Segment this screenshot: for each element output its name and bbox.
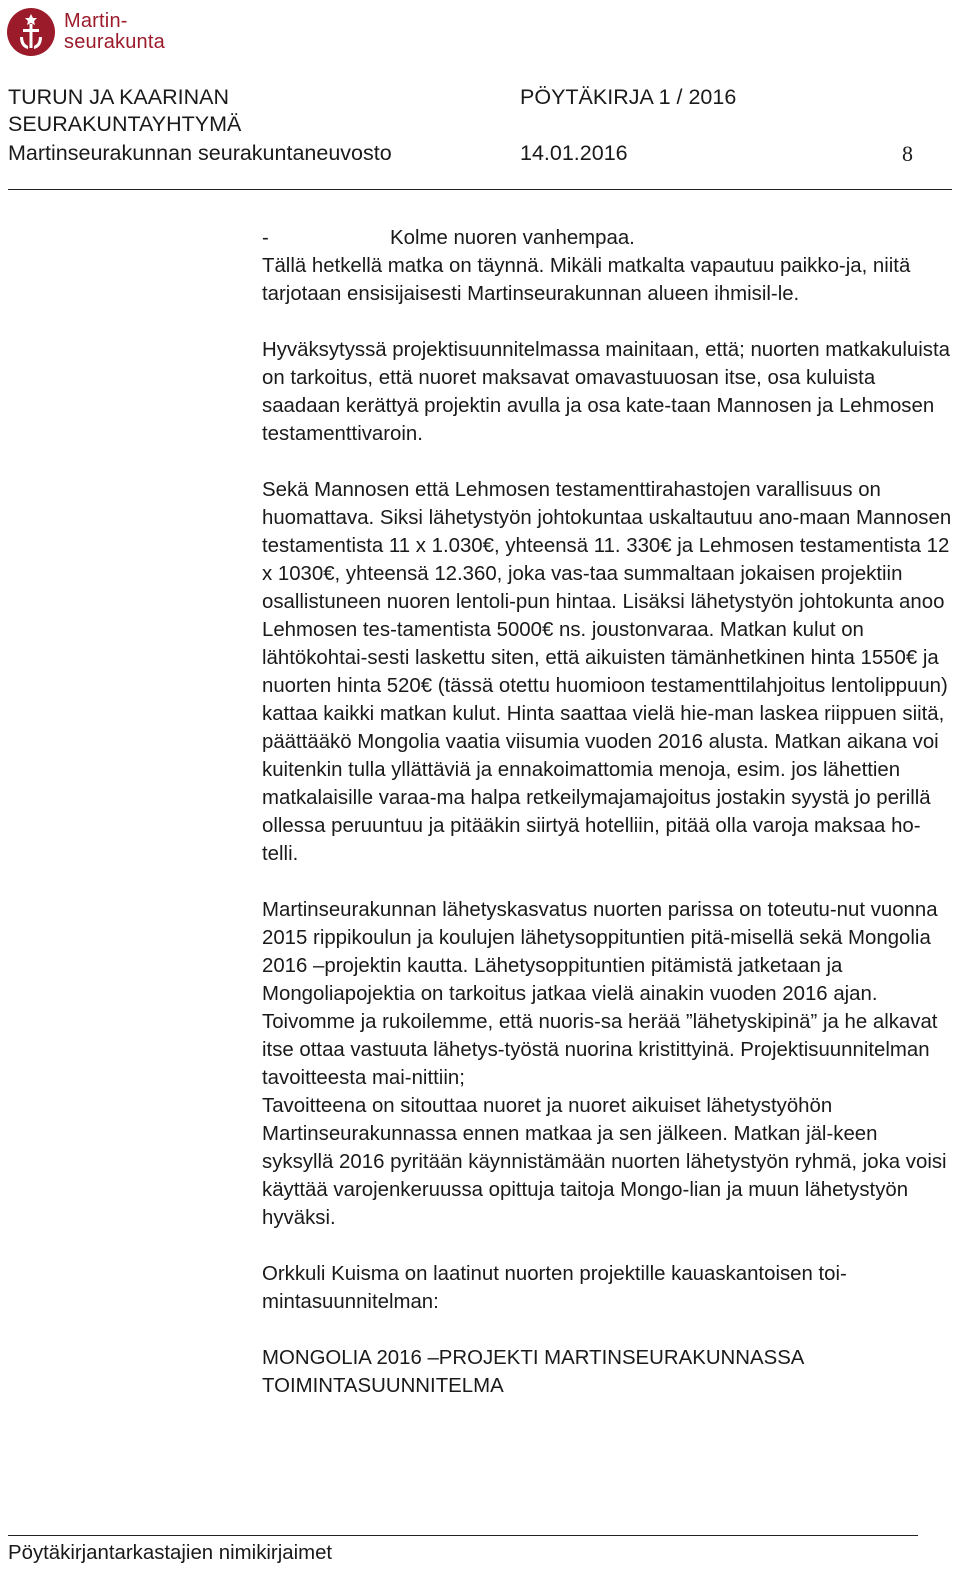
paragraph-funding-request: Sekä Mannosen että Lehmosen testamenttirahastojen varallisuus on huomattava. Siksi lähetystyön johtokuntaa uskaltautuu ano-maan Mannosen testamentista 11 x 1.030€, yhteensä 11. 330€ ja Lehmosen testamentista 12 x 1030€, yhteensä 12.360, joka vas-taa summaltaan jokaisen projektiin osallistuneen nuoren lentoli-pun hintaa. Lisäksi lähetystyön johtokunta anoo Lehmosen tes-tamentista 5000€ ns. joustonvaraa. Matkan kulut on lähtökohtai-sesti laskettu siten, että aikuisten tämänhetkinen hinta 1550€ ja nuorten hinta 520€ (tässä otettu huomioon testamenttilahjoitus lentolippuun) kattaa kaikki matkan kulut. Hinta saattaa vielä hie-man laskea riippuen siitä, päättääkö Mongolia vaatia viisumia vuoden 2016 alusta. Matkan aikana voi kuitenkin tulla yllättäviä ja ennakoimattomia menoja, esim. jos lähettien matkalaisille varaa-ma halpa retkeilymajamajoitus jostakin syystä jo perillä ollessa peruuntuu ja pitääkin siirtyä hotelliin, pitää olla varoja maksaa ho-telli. [262, 479, 952, 865]
logo-line-1: Martin- [64, 10, 128, 32]
paragraph-trip-status: Tällä hetkellä matka on täynnä. Mikäli matkalta vapautuu paikko-ja, niitä tarjotaan ensisijaisesti Martinseurakunnan alueen ihmisil-le. [262, 255, 911, 305]
page-number: 8 [902, 141, 913, 166]
list-dash: - [262, 227, 269, 249]
section-heading-line-2: TOIMINTASUUNNITELMA [262, 1375, 504, 1397]
header-divider [8, 189, 952, 190]
meeting-date: 14.01.2016 [520, 141, 628, 165]
paragraph-action-plan-intro: Orkkuli Kuisma on laatinut nuorten projektille kauaskantoisen toi-mintasuunnitelman: [262, 1263, 847, 1313]
section-heading-line-1: MONGOLIA 2016 –PROJEKTI MARTINSEURAKUNNASSA [262, 1347, 805, 1369]
organization-name [8, 84, 241, 138]
organization-line-1: TURUN JA KAARINAN [8, 85, 230, 109]
logo-line-2: seurakunta [64, 31, 165, 53]
logo [6, 4, 165, 60]
meeting-name: Martinseurakunnan seurakuntaneuvosto [8, 141, 392, 165]
footer-initials-label: Pöytäkirjantarkastajien nimikirjaimet [8, 1542, 333, 1564]
paragraph-project-goal: Tavoitteena on sitouttaa nuoret ja nuoret aikuiset lähetystyöhön Martinseurakunnassa ennen matkaa ja sen jälkeen. Matkan jäl-keen syksyllä 2016 pyritään käynnistämään nuorten lähetystyön ryhmä, joka voisi käyttää varojenkeruussa opittuja taitoja Mongo-lian ja muun lähetystyön hyväksi. [262, 1095, 947, 1229]
list-item-text: Kolme nuoren vanhempaa. [390, 227, 635, 249]
paragraph-mission-education: Martinseurakunnan lähetyskasvatus nuorten parissa on toteutu-nut vuonna 2015 rippikoulun ja koulujen lähetysoppituntien pitä-misellä sekä Mongolia 2016 –projektin kautta. Lähetysoppituntien pitämistä jatketaan ja Mongoliapojektia on tarkoitus jatkaa vielä ainakin vuoden 2016 ajan. Toivomme ja rukoilemme, että nuoris-sa herää ”lähetyskipinä” ja he alkavat itse ottaa vastuuta lähetys-työstä nuorina kristittyinä. Projektisuunnitelman tavoitteesta mai-nittiin; [262, 899, 938, 1089]
parish-emblem-icon [6, 7, 56, 57]
footer-divider [8, 1535, 918, 1536]
paragraph-travel-costs: Hyväksytyssä projektisuunnitelmassa mainitaan, että; nuorten matkakuluista on tarkoitus, että nuoret maksavat omavastuuosan itse, osa kuluista saadaan kerättyä projektin avulla ja osa kate-taan Mannosen ja Lehmosen testamenttivaroin. [262, 339, 950, 445]
document-body [262, 224, 954, 1400]
list-item [262, 224, 954, 252]
logo-wordmark [64, 11, 165, 53]
organization-line-2: SEURAKUNTAYHTYMÄ [8, 112, 242, 136]
document-title: PÖYTÄKIRJA 1 / 2016 [520, 85, 737, 109]
